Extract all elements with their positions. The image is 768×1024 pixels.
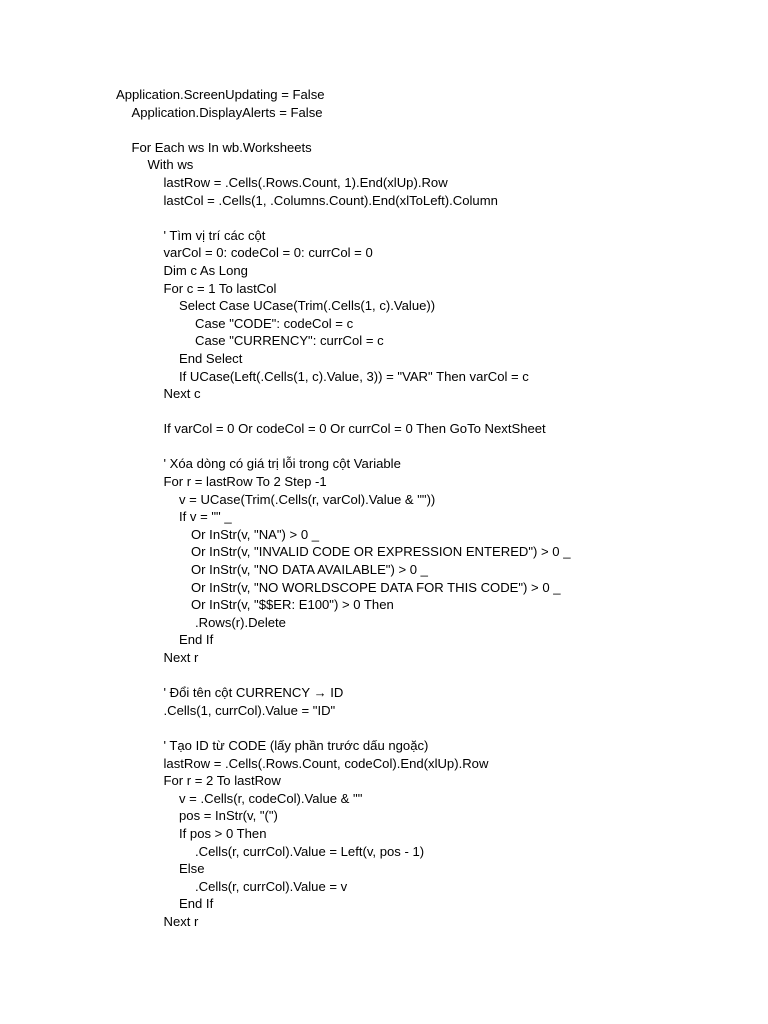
code-line: If UCase(Left(.Cells(1, c).Value, 3)) = "VAR" Then varCol = c xyxy=(179,368,529,384)
code-line: If v = "" _ xyxy=(179,509,232,525)
code-line: Next r xyxy=(163,650,199,665)
code-line: Select Case UCase(Trim(.Cells(1, c).Value)) xyxy=(179,298,436,314)
code-line: End If xyxy=(179,896,214,912)
blank-line xyxy=(116,719,756,737)
code-line: ' Xóa dòng có giá trị lỗi trong cột Variable xyxy=(163,456,401,472)
vba-code-block xyxy=(116,86,756,931)
code-line: lastRow = .Cells(.Rows.Count, 1).End(xlUp).Row xyxy=(163,174,448,190)
code-line: Next c xyxy=(163,386,201,402)
blank-line xyxy=(116,121,756,139)
code-line: ' Đổi tên cột CURRENCY → ID xyxy=(163,685,344,701)
code-line: v = UCase(Trim(.Cells(r, varCol).Value & "")) xyxy=(179,491,436,507)
code-line: Case "CURRENCY": currCol = c xyxy=(195,333,384,349)
code-line: lastRow = .Cells(.Rows.Count, codeCol).End(xlUp).Row xyxy=(163,755,489,771)
code-line: If varCol = 0 Or codeCol = 0 Or currCol = 0 Then GoTo NextSheet xyxy=(163,421,546,437)
code-line: Or InStr(v, "INVALID CODE OR EXPRESSION ENTERED") > 0 _ xyxy=(191,544,571,560)
code-line: Next r xyxy=(163,913,199,929)
code-line: pos = InStr(v, "(") xyxy=(179,808,278,824)
code-line: For r = 2 To lastRow xyxy=(163,773,281,789)
blank-line xyxy=(116,667,756,685)
code-line: For r = lastRow To 2 Step -1 xyxy=(163,474,327,490)
code-line: End Select xyxy=(179,350,243,366)
code-line: .Cells(r, currCol).Value = v xyxy=(195,878,348,894)
code-line: For Each ws In wb.Worksheets xyxy=(131,139,312,155)
code-line: If pos > 0 Then xyxy=(179,825,267,841)
code-line: .Rows(r).Delete xyxy=(195,614,286,630)
code-line: Or InStr(v, "NO DATA AVAILABLE") > 0 _ xyxy=(191,562,428,578)
code-line: Or InStr(v, "$$ER: E100") > 0 Then xyxy=(191,597,394,613)
code-line: Else xyxy=(179,861,205,877)
code-line: .Cells(r, currCol).Value = Left(v, pos - 1) xyxy=(195,843,425,859)
code-line: .Cells(1, currCol).Value = "ID" xyxy=(163,702,336,718)
blank-line xyxy=(116,438,756,456)
code-line: Or InStr(v, "NO WORLDSCOPE DATA FOR THIS CODE") > 0 _ xyxy=(191,579,561,595)
blank-line xyxy=(116,209,756,227)
code-line: Or InStr(v, "NA") > 0 _ xyxy=(191,526,320,542)
code-line: For c = 1 To lastCol xyxy=(163,280,277,296)
code-line: Dim c As Long xyxy=(163,262,248,278)
code-line: ' Tạo ID từ CODE (lấy phần trước dấu ngoặc) xyxy=(163,737,429,753)
code-line: ' Tìm vị trí các cột xyxy=(163,227,266,243)
code-line: End If xyxy=(179,632,214,648)
code-line: lastCol = .Cells(1, .Columns.Count).End(xlToLeft).Column xyxy=(163,192,498,208)
code-line: varCol = 0: codeCol = 0: currCol = 0 xyxy=(163,245,373,261)
blank-line xyxy=(116,403,756,421)
code-line: v = .Cells(r, codeCol).Value & "" xyxy=(179,790,363,806)
code-line: Case "CODE": codeCol = c xyxy=(195,315,354,331)
code-line: Application.DisplayAlerts = False xyxy=(131,104,323,120)
code-line: With ws xyxy=(147,157,194,173)
code-line: Application.ScreenUpdating = False xyxy=(116,87,325,102)
